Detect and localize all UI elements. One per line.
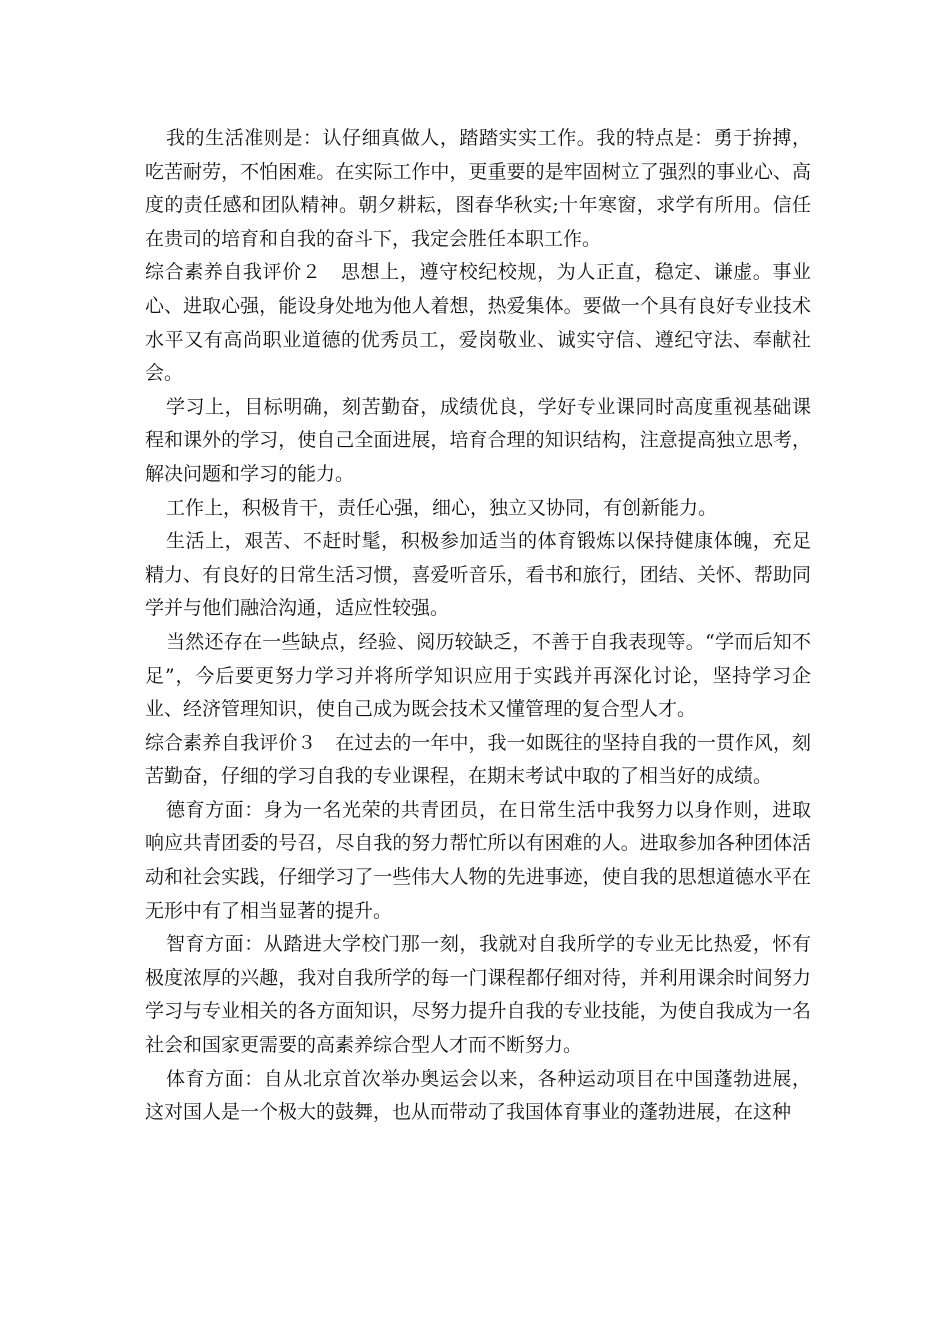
paragraph-moral-education: 德育方面：身为一名光荣的共青团员，在日常生活中我努力以身作则，进取响应共青团委的号召，尽自我的努力帮忙所以有困难的人。进取参加各种团体活动和社会实践，仔细学习了一些伟大人物的先进事迹，使自我的思想道德水平在无形中有了相当显著的提升。 <box>145 798 811 922</box>
paragraph-life-principles: 我的生活准则是：认仔细真做人，踏踏实实工作。我的特点是：勇于拚搏，吃苦耐劳，不怕困难。在实际工作中，更重要的是牢固树立了强烈的事业心、高度的责任感和团队精神。朝夕耕耘，图春华秋实;十年寒窗，求学有所用。信任在贵司的培育和自我的奋斗下，我定会胜任本职工作。 <box>145 127 811 250</box>
document-body <box>145 122 811 1130</box>
paragraph-intellectual-education: 智育方面：从踏进大学校门那一刻，我就对自我所学的专业无比热爱，怀有极度浓厚的兴趣，我对自我所学的每一门课程都仔细对待，并利用课余时间努力学习与专业相关的各方面知识，尽努力提升自我的专业技能，为使自我成为一名社会和国家更需要的高素养综合型人才而不断努力。 <box>145 933 811 1057</box>
paragraph-study: 学习上，目标明确，刻苦勤奋，成绩优良，学好专业课同时高度重视基础课程和课外的学习，使自己全面进展，培育合理的知识结构，注意提高独立思考，解决问题和学习的能力。 <box>145 395 811 485</box>
paragraph-shortcomings: 当然还存在一些缺点，经验、阅历较缺乏，不善于自我表现等。“学而后知不足”，今后要更努力学习并将所学知识应用于实践并再深化讨论，坚持学习企业、经济管理知识，使自己成为既会技术又懂管理的复合型人才。 <box>145 630 811 721</box>
paragraph-self-evaluation-3: 综合素养自我评价３ 在过去的一年中，我一如既往的坚持自我的一贯作风，刻苦勤奋，仔细的学习自我的专业课程，在期末考试中取的了相当好的成绩。 <box>145 731 811 788</box>
paragraph-life: 生活上，艰苦、不赶时髦，积极参加适当的体育锻炼以保持健康体魄，充足精力、有良好的日常生活习惯，喜爱听音乐，看书和旅行，团结、关怀、帮助同学并与他们融洽沟通，适应性较强。 <box>145 530 811 620</box>
paragraph-self-evaluation-2: 综合素养自我评价２ 思想上，遵守校纪校规，为人正直，稳定、谦虚。事业心、进取心强，能设身处地为他人着想，热爱集体。要做一个具有良好专业技术水平又有高尚职业道德的优秀员工，爱岗敬业、诚实守信、遵纪守法、奉献社会。 <box>145 261 811 385</box>
paragraph-work: 工作上，积极肯干，责任心强，细心，独立又协同，有创新能力。 <box>166 496 718 519</box>
paragraph-physical-education: 体育方面：自从北京首次举办奥运会以来，各种运动项目在中国蓬勃进展，这对国人是一个极大的鼓舞，也从而带动了我国体育事业的蓬勃进展，在这种 <box>145 1067 811 1124</box>
